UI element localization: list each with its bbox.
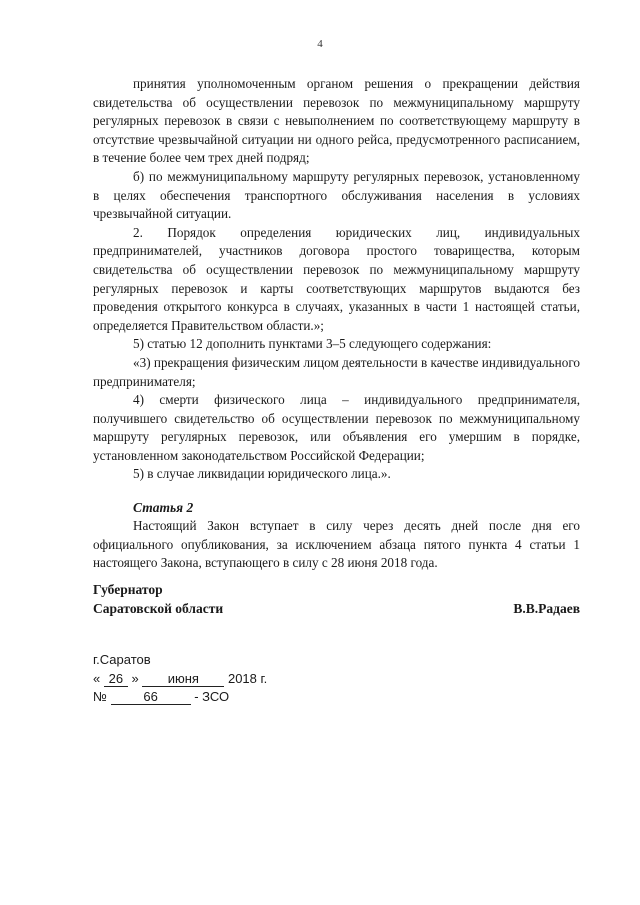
article-2-text: Настоящий Закон вступает в силу через десять дней после дня его официального опубликования, за исключением абзаца пятого пункта 4 статьи 1 настоящего Закона, вступающего в силу с 28 июня 2018 года. xyxy=(93,518,580,571)
date-day: 26 xyxy=(104,671,128,687)
article-2-heading: Статья 2 xyxy=(133,500,194,516)
document-number: 66 xyxy=(111,689,191,705)
number-suffix: - ЗСО xyxy=(194,689,230,704)
date-line xyxy=(93,670,267,689)
number-sign: № xyxy=(93,689,107,704)
signature-block xyxy=(93,580,580,618)
page-number: 4 xyxy=(317,38,323,50)
paragraph-3: 2. Порядок определения юридических лиц, индивидуальных предпринимателей, участников договора простого товарищества, которым свидетельства об осуществлении перевозок по межмуниципальному маршруту регулярных перевозок и карты соответствующих маршрутов выдаются без проведения открытого конкурса в случаях, указанных в части 1 настоящей статьи, определяется Правительством области.»; xyxy=(93,224,580,333)
paragraph-5: «3) прекращения физическим лицом деятельности в качестве индивидуального предпринимателя; xyxy=(93,354,580,389)
paragraph-2: б) по межмуниципальному маршруту регулярных перевозок, установленному в целях обеспечения транспортного обслуживания населения в условиях чрезвычайной ситуации. xyxy=(93,168,580,222)
date-close-quote: » xyxy=(131,670,139,686)
date-year: 2018 г. xyxy=(227,670,268,686)
date-open-quote: « xyxy=(93,670,101,686)
paragraph-6: 4) смерти физического лица – индивидуального предпринимателя, получившего свидетельство об осуществлении перевозок по межмуниципальному маршруту регулярных перевозок, или объявления его умершим в порядке, установленном законодательством Российской Федерации; xyxy=(93,392,580,463)
paragraph-4: 5) статью 12 дополнить пунктами 3–5 следующего содержания: xyxy=(133,336,492,352)
law-body xyxy=(93,75,580,573)
paragraph-7: 5) в случае ликвидации юридического лица.». xyxy=(133,466,391,482)
paragraph-1: принятия уполномоченным органом решения о прекращении действия свидетельства об осуществлении перевозок по межмуниципальному маршруту регулярных перевозок в связи с невыполнением по соответствующему маршруту в отсутствие чрезвычайной ситуации ни одного рейса, предусмотренного расписанием, в течение более чем трех дней подряд; xyxy=(93,76,580,166)
date-month: июня xyxy=(142,671,224,687)
signatory-title-line2: Саратовской области xyxy=(93,601,224,616)
number-line xyxy=(93,688,267,707)
document-footer xyxy=(93,651,267,707)
city: г.Саратов xyxy=(93,652,151,667)
signatory-name: В.В.Радаев xyxy=(513,601,580,616)
signatory-title-line1: Губернатор xyxy=(93,582,163,597)
